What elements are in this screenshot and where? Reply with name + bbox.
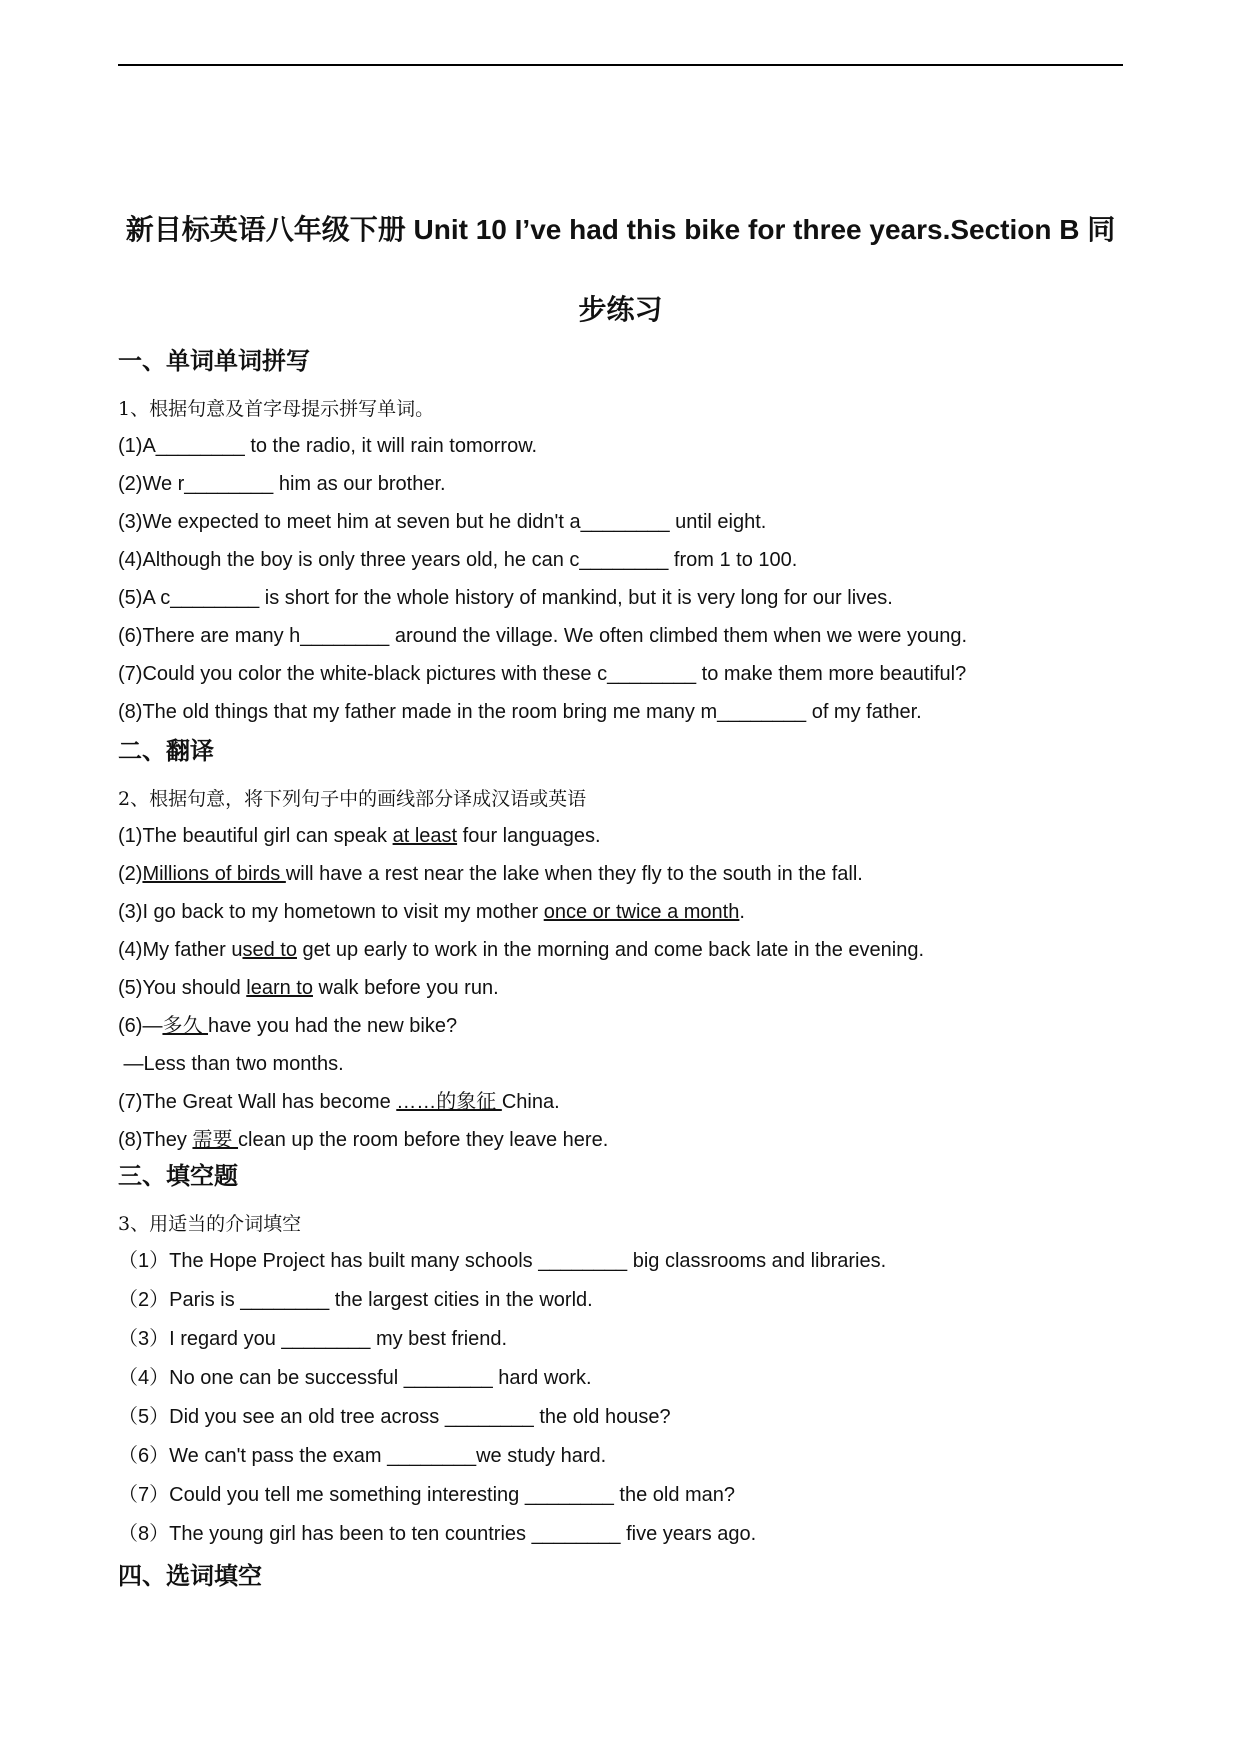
question-item: (4)Although the boy is only three years old, he can c________ from 1 to 100. — [118, 549, 798, 571]
document-title: 新目标英语八年级下册 Unit 10 I’ve had this bike for three years.Section B 同步练习 — [125, 214, 1116, 325]
question-item: (7)Could you color the white-black pictures with these c________ to make them more beautiful? — [118, 663, 967, 685]
question-item: (6)—多久 have you had the new bike? — [118, 1015, 458, 1037]
question-instruction: 2、根据句意，将下列句子中的画线部分译成汉语或英语 — [118, 788, 587, 810]
question-item: (7)The Great Wall has become ……的象征 China. — [118, 1091, 560, 1113]
question-item: —Less than two months. — [118, 1053, 344, 1075]
underlined-phrase: 需要 — [192, 1129, 239, 1151]
underlined-phrase: ……的象征 — [396, 1091, 502, 1113]
question-instruction: 1、根据句意及首字母提示拼写单词。 — [118, 398, 435, 420]
section-heading: 三、填空题 — [118, 1163, 238, 1190]
question-item: (5)You should learn to walk before you run. — [118, 977, 499, 999]
section-fill-blank — [118, 1155, 1123, 1199]
underlined-phrase: sed to — [242, 939, 297, 961]
section-heading: 二、翻译 — [118, 738, 214, 765]
underlined-phrase: at least — [392, 825, 458, 847]
question-item: (1)The beautiful girl can speak at least four languages. — [118, 825, 601, 847]
question-item: （1）The Hope Project has built many schools ________ big classrooms and libraries. — [118, 1250, 887, 1272]
question-item: (3)We expected to meet him at seven but he didn't a________ until eight. — [118, 511, 767, 533]
question-item: (8)They 需要 clean up the room before they leave here. — [118, 1129, 609, 1151]
question-item: (2)We r________ him as our brother. — [118, 473, 446, 495]
question-item: （7）Could you tell me something interesting ________ the old man? — [118, 1484, 736, 1506]
section-word-choice — [118, 1555, 1123, 1599]
underlined-phrase: 多久 — [162, 1015, 209, 1037]
question-item: (3)I go back to my hometown to visit my mother once or twice a month. — [118, 901, 745, 923]
section-translation-body — [118, 781, 1123, 1159]
question-item: （4）No one can be successful ________ hard work. — [118, 1367, 592, 1389]
question-item: （5）Did you see an old tree across ________ the old house? — [118, 1406, 671, 1428]
question-item: (1)A________ to the radio, it will rain tomorrow. — [118, 435, 538, 457]
section-heading: 四、选词填空 — [118, 1563, 262, 1590]
section-translation — [118, 730, 1123, 774]
underlined-phrase: learn to — [246, 977, 313, 999]
section-spelling-body — [118, 391, 1123, 731]
question-item: （2）Paris is ________ the largest cities in the world. — [118, 1289, 593, 1311]
question-item: (4)My father used to get up early to work in the morning and come back late in the evening. — [118, 939, 924, 961]
section-heading: 一、单词单词拼写 — [118, 348, 310, 375]
question-item: （8）The young girl has been to ten countries ________ five years ago. — [118, 1523, 757, 1545]
question-instruction: 3、用适当的介词填空 — [118, 1213, 302, 1235]
question-item: (2)Millions of birds will have a rest near the lake when they fly to the south in the fall. — [118, 863, 863, 885]
question-item: （6）We can't pass the exam ________we study hard. — [118, 1445, 607, 1467]
header-rule — [118, 64, 1123, 66]
section-fill-blank-body — [118, 1206, 1123, 1554]
section-spelling — [118, 340, 1123, 384]
question-item: (8)The old things that my father made in the room bring me many m________ of my father. — [118, 701, 922, 723]
question-item: (6)There are many h________ around the village. We often climbed them when we were young. — [118, 625, 968, 647]
question-item: （3）I regard you ________ my best friend. — [118, 1328, 508, 1350]
underlined-phrase: once or twice a month — [543, 901, 740, 923]
underlined-phrase: Millions of birds — [142, 863, 286, 885]
question-item: (5)A c________ is short for the whole history of mankind, but it is very long for our lives. — [118, 587, 893, 609]
